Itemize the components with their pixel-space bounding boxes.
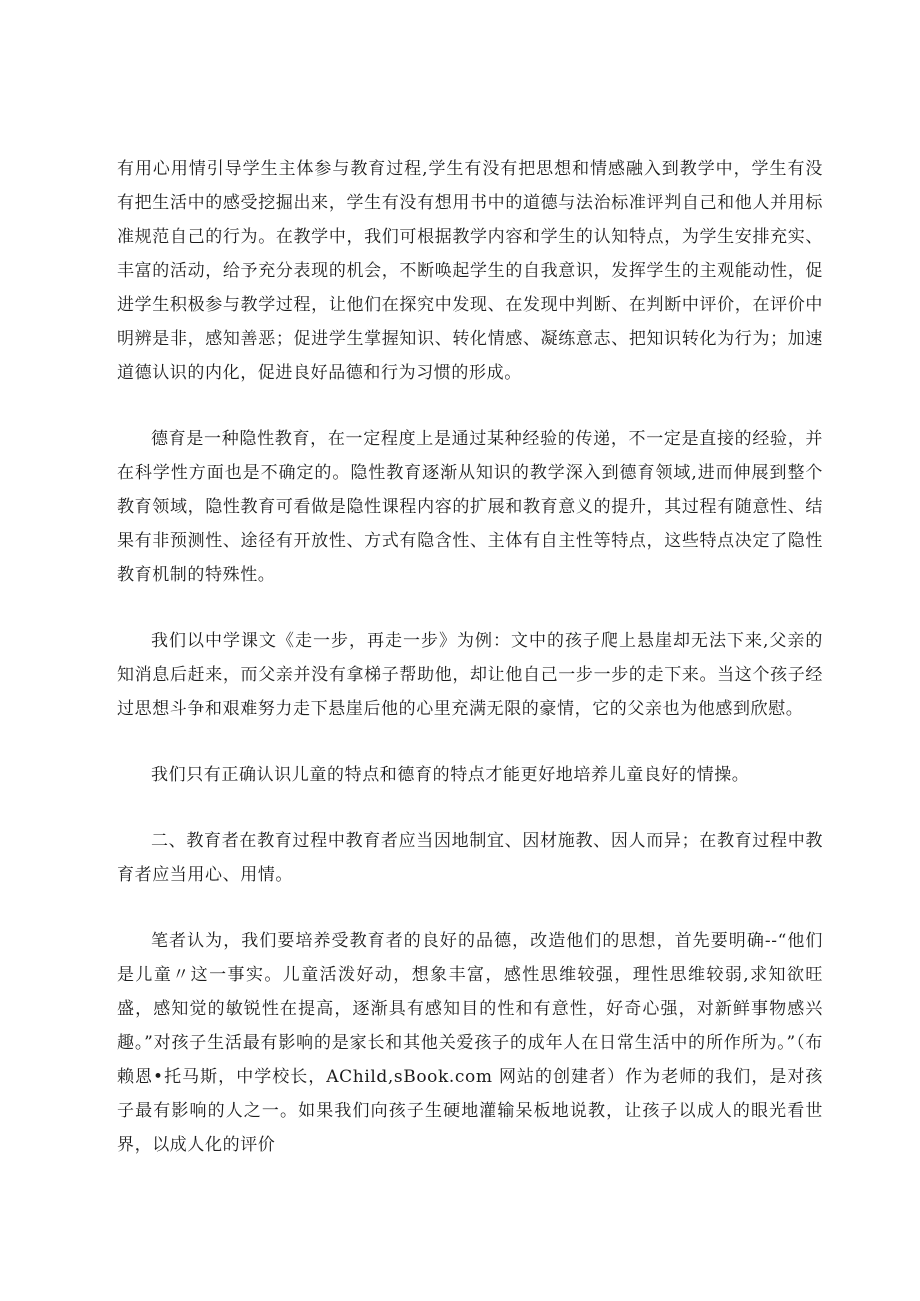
paragraph-6: 笔者认为，我们要培养受教育者的良好的品德，改造他们的思想，首先要明确--“他们是儿童〃这一事实。儿童活泼好动，想象丰富，感性思维较强，理性思维较弱,求知欲旺盛，感知觉的敏锐性在提高，逐渐具有感知目的性和有意性，好奇心强，对新鲜事物感兴趣。”对孩子生活最有影响的是家长和其他关爱孩子的成年人在日常生活中的所作所为。”（布赖恩•托马斯，中学校长，AChild,sBook.com 网站的创建者）作为老师的我们，是对孩子最有影响的人之一。如果我们向孩子生硬地灌输呆板地说教，让孩子以成人的眼光看世界，以成人化的评价 (117, 931, 823, 1155)
paragraph-1: 有用心用情引导学生主体参与教育过程,学生有没有把思想和情感融入到教学中，学生有没有把生活中的感受挖掘出来，学生有没有想用书中的道德与法治标准评判自己和他人并用标准规范自己的行为。在教学中，我们可根据教学内容和学生的认知特点，为学生安排充实、丰富的活动，给予充分表现的机会，不断唤起学生的自我意识，发挥学生的主观能动性，促进学生积极参与教学过程，让他们在探究中发现、在发现中判断、在判断中评价，在评价中明辨是非，感知善恶；促进学生掌握知识、转化情感、凝练意志、把知识转化为行为；加速道德认识的内化，促进良好品德和行为习惯的形成。 (117, 159, 823, 383)
document-body (117, 152, 823, 1162)
paragraph-5-section-heading: 二、教育者在教育过程中教育者应当因地制宜、因材施教、因人而异；在教育过程中教育者应当用心、用情。 (117, 831, 823, 885)
paragraph-2: 德育是一种隐性教育，在一定程度上是通过某种经验的传递，不一定是直接的经验，并在科学性方面也是不确定的。隐性教育逐渐从知识的教学深入到德育领域,进而伸展到整个教育领域，隐性教育可看做是隐性课程内容的扩展和教育意义的提升，其过程有随意性、结果有非预测性、途径有开放性、方式有隐含性、主体有自主性等特点，这些特点决定了隐性教育机制的特殊性。 (117, 429, 823, 585)
paragraph-3: 我们以中学课文《走一步，再走一步》为例：文中的孩子爬上悬崖却无法下来,父亲的知消息后赶来，而父亲并没有拿梯子帮助他，却让他自己一步一步的走下来。当这个孩子经过思想斗争和艰难努力走下悬崖后他的心里充满无限的豪情，它的父亲也为他感到欣慰。 (117, 631, 823, 719)
paragraph-4: 我们只有正确认识儿童的特点和德育的特点才能更好地培养儿童良好的情操。 (151, 765, 750, 785)
